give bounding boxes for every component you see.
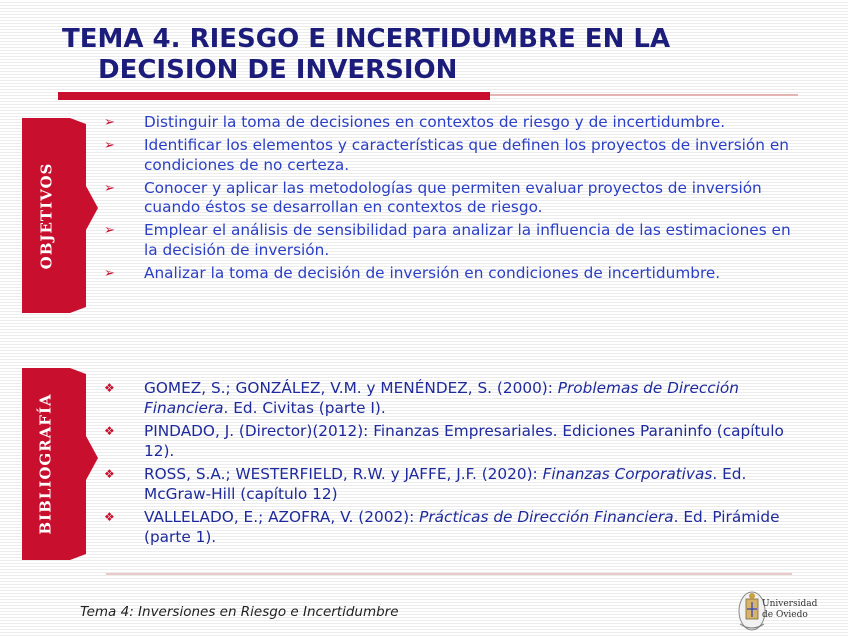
objectives-list	[104, 113, 794, 287]
footer-text: Tema 4: Inversiones en Riesgo e Incertidumbre	[80, 604, 399, 620]
title-underline-thin	[490, 94, 798, 96]
bibliography-item	[104, 379, 794, 418]
arrowhead-bullet-icon: ➢	[104, 115, 115, 130]
reference-title: Prácticas de Dirección Financiera	[419, 508, 674, 526]
reference-authors: VALLELADO, E.; AZOFRA, V. (2002):	[144, 508, 420, 526]
reference-publisher: . Ed. Pirámide (parte 1).	[144, 508, 780, 546]
bibliography-label: BIBLIOGRAFÍA	[37, 393, 56, 535]
arrowhead-bullet-icon: ➢	[104, 138, 115, 153]
title-line-2: DECISION DE INVERSION	[98, 55, 458, 85]
university-logo-text	[762, 599, 817, 621]
logo-line-2: de Oviedo	[762, 610, 808, 620]
objective-item	[104, 113, 794, 133]
reference-publisher: . Ed. Civitas (parte I).	[223, 398, 386, 417]
objective-text: Distinguir la toma de decisiones en contextos de riesgo y de incertidumbre.	[144, 113, 726, 131]
reference-authors: GOMEZ, S.; GONZÁLEZ, V.M. y MENÉNDEZ, S. (2000):	[144, 379, 558, 397]
objective-item	[104, 136, 794, 175]
reference-publisher: . Ed. McGraw-Hill (capítulo 12)	[144, 465, 747, 503]
bibliography-item	[104, 465, 794, 504]
arrowhead-bullet-icon: ➢	[104, 180, 115, 196]
diamond-bullet-icon: ❖	[104, 510, 115, 524]
diamond-bullet-icon: ❖	[104, 381, 115, 395]
logo-line-1: Universidad	[762, 599, 818, 609]
diamond-bullet-icon: ❖	[104, 424, 115, 438]
reference-title: Problemas de Dirección Financiera	[144, 379, 739, 417]
objective-text: Emplear el análisis de sensibilidad para analizar la influencia de las estimaciones en la decisión de inversión.	[144, 221, 791, 259]
reference-title: Finanzas Corporativas	[542, 465, 713, 483]
arrowhead-bullet-icon: ➢	[104, 223, 115, 238]
bibliography-item	[104, 422, 794, 461]
bibliography-tag	[22, 368, 100, 560]
bibliography-item	[104, 508, 794, 547]
title-underline-red	[58, 92, 490, 100]
objective-text: Identificar los elementos y características que definen los proyectos de inversión en condiciones de no certeza.	[144, 136, 789, 174]
objective-item	[104, 179, 794, 218]
objective-text: Conocer y aplicar las metodologías que permiten evaluar proyectos de inversión cuando éstos se desarrollan en contextos de riesgo.	[144, 178, 762, 216]
reference-authors: PINDADO, J. (Director)(2012): Finanzas Empresariales. Ediciones Paraninfo (capítulo 12).	[144, 422, 784, 460]
objectives-label: OBJETIVOS	[37, 162, 56, 269]
reference-authors: ROSS, S.A.; WESTERFIELD, R.W. y JAFFE, J.F. (2020):	[144, 465, 543, 483]
title-line-1: TEMA 4. RIESGO E INCERTIDUMBRE EN LA	[62, 24, 671, 54]
diamond-bullet-icon: ❖	[104, 467, 115, 481]
footer-divider	[106, 573, 792, 575]
arrowhead-bullet-icon: ➢	[104, 265, 115, 281]
objective-item	[104, 264, 794, 284]
slide-title	[62, 24, 822, 86]
bibliography-list	[104, 379, 794, 551]
objective-text: Analizar la toma de decisión de inversión en condiciones de incertidumbre.	[144, 263, 721, 282]
objectives-tag	[22, 118, 100, 313]
objective-item	[104, 221, 794, 260]
